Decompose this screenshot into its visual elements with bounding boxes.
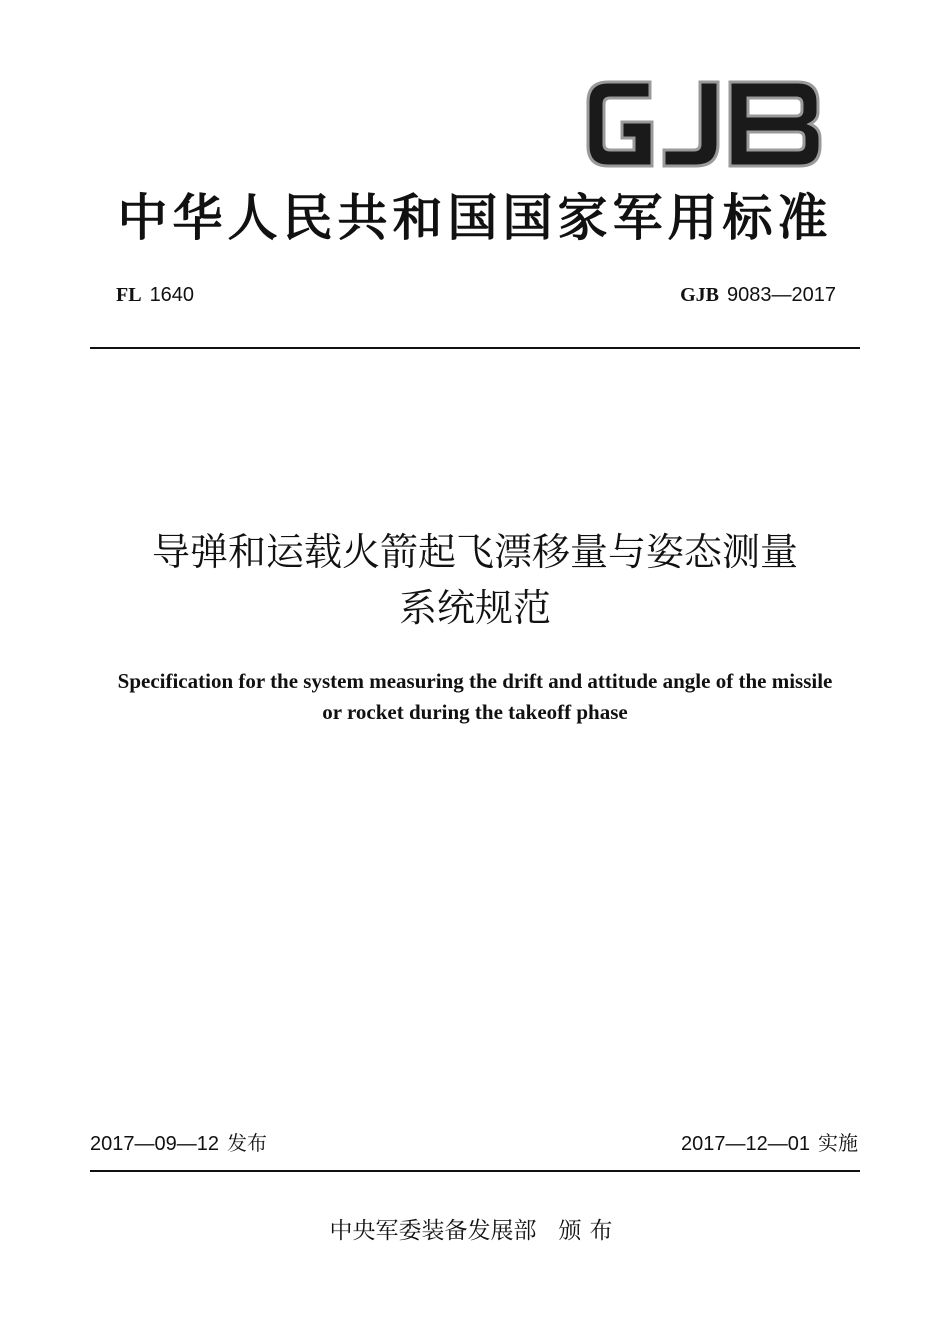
effective-label: 实施 <box>818 1131 858 1155</box>
gjb-logo <box>580 74 830 174</box>
effective-date-block <box>681 1129 858 1158</box>
standard-prefix: GJB <box>680 284 720 306</box>
issue-label: 发布 <box>226 1131 267 1155</box>
issuer-verb: 颁布 <box>558 1218 621 1244</box>
en-title-line-2: or rocket during the takeoff phase <box>322 700 628 724</box>
issuer-name: 中央军委装备发展部 <box>329 1218 537 1244</box>
issuer-line <box>200 1215 750 1247</box>
classification-number: 1640 <box>149 284 195 306</box>
bottom-divider <box>90 1170 860 1172</box>
issue-date-block <box>90 1129 267 1158</box>
standard-code: 9083—2017 <box>727 284 836 306</box>
cn-title-line-1: 导弹和运载火箭起飞漂移量与姿态测量 <box>151 530 798 574</box>
top-divider <box>90 347 860 349</box>
gjb-logo-graphic <box>580 74 830 174</box>
standard-number <box>680 282 836 307</box>
cn-title-line-2: 系统规范 <box>398 586 551 630</box>
classification-prefix: FL <box>116 284 142 306</box>
classification-code <box>116 282 194 307</box>
issue-date: 2017—09—12 <box>90 1133 219 1155</box>
en-title-line-1: Specification for the system measuring the drift and attitude angle of the missile <box>117 669 833 693</box>
effective-date: 2017—12—01 <box>681 1133 810 1155</box>
org-title: 中华人民共和国国家军用标准 <box>117 189 833 247</box>
